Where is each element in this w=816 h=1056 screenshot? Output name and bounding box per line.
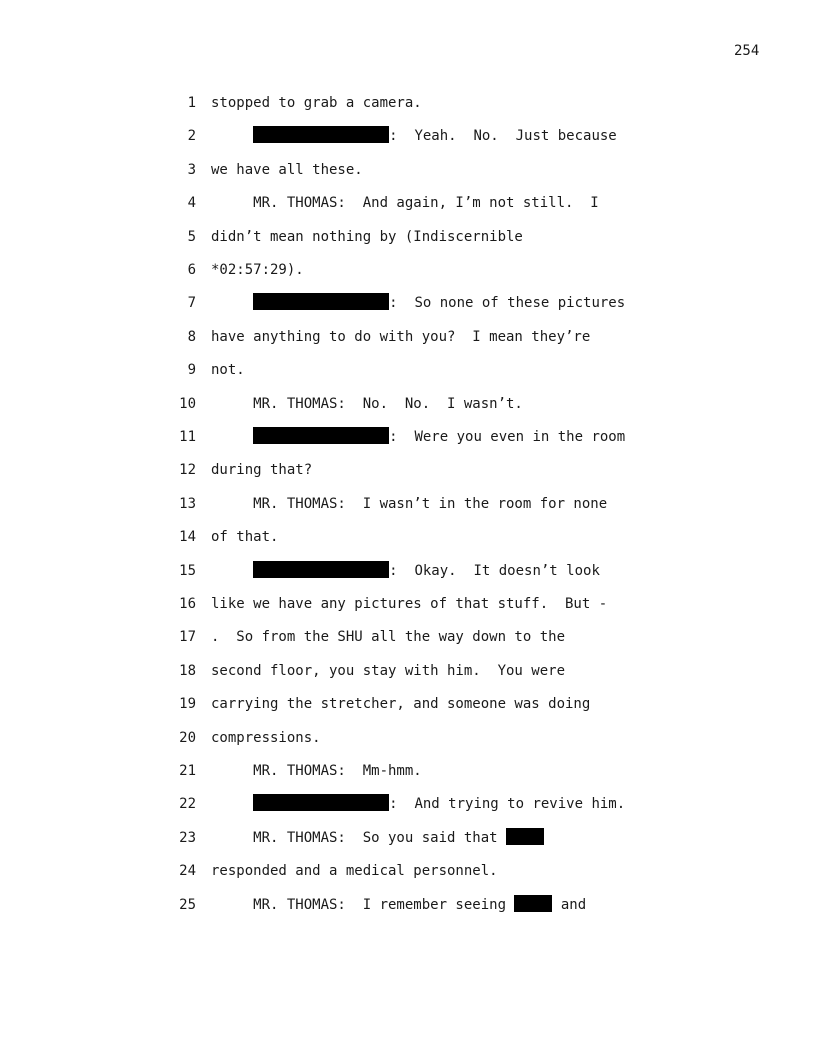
line-text: . So from the SHU all the way down to the (211, 629, 566, 646)
line-text: MR. THOMAS: Mm-hmm. (211, 763, 422, 779)
transcript-line (0, 193, 816, 213)
line-text: compressions. (211, 729, 321, 746)
line-text: like we have any pictures of that stuff. But - (211, 596, 608, 612)
redaction-bar (514, 895, 552, 912)
transcript-line (0, 761, 816, 781)
line-text: : Yeah. No. Just because (211, 126, 617, 146)
page-number: 254 (734, 43, 760, 59)
line-number: 6 (187, 262, 196, 278)
transcript-line (0, 728, 816, 748)
transcript-line (0, 260, 816, 280)
line-text: MR. THOMAS: So you said that (211, 828, 544, 848)
line-number: 8 (187, 328, 196, 345)
line-text: not. (211, 362, 245, 379)
transcript-line (0, 93, 816, 113)
transcript-line (0, 594, 816, 614)
transcript-line (0, 160, 816, 180)
line-text: stopped to grab a camera. (211, 95, 422, 111)
line-number: 16 (179, 596, 196, 612)
line-number: 22 (179, 796, 196, 813)
redaction-bar (253, 427, 389, 444)
line-number: 5 (187, 228, 196, 245)
transcript-line (0, 227, 816, 247)
redaction-bar (253, 561, 389, 578)
line-number: 24 (179, 863, 196, 880)
line-text: carrying the stretcher, and someone was doing (211, 696, 591, 713)
transcript-line (0, 828, 816, 848)
transcript-line (0, 527, 816, 547)
line-text: : Okay. It doesn’t look (211, 561, 600, 581)
line-text: of that. (211, 529, 279, 546)
line-number: 9 (187, 362, 196, 379)
line-text: second floor, you stay with him. You were (211, 662, 566, 679)
line-text: : And trying to revive him. (211, 794, 625, 814)
line-text: responded and a medical personnel. (211, 863, 498, 880)
transcript-line (0, 661, 816, 681)
transcript-line (0, 126, 816, 146)
transcript-line (0, 394, 816, 414)
transcript-line (0, 694, 816, 714)
transcript-line (0, 794, 816, 814)
transcript-line (0, 427, 816, 447)
transcript-line (0, 895, 816, 915)
line-number: 20 (179, 729, 196, 746)
line-number: 15 (179, 562, 196, 579)
transcript-line (0, 494, 816, 514)
transcript-line (0, 360, 816, 380)
transcript-line (0, 293, 816, 313)
line-text: didn’t mean nothing by (Indiscernible (211, 228, 523, 245)
line-number: 11 (179, 429, 196, 445)
line-number: 18 (179, 662, 196, 679)
line-number: 3 (187, 161, 196, 178)
line-text: during that? (211, 462, 313, 479)
line-number: 4 (187, 195, 196, 212)
line-text: *02:57:29). (211, 262, 304, 278)
line-number: 10 (179, 395, 196, 412)
line-number: 21 (179, 763, 196, 779)
line-number: 19 (179, 696, 196, 713)
redaction-bar (253, 293, 389, 310)
line-text: : Were you even in the room (211, 427, 625, 447)
line-number: 14 (179, 529, 196, 546)
transcript-line (0, 561, 816, 581)
line-text: MR. THOMAS: I remember seeing and (211, 896, 587, 913)
line-text: we have all these. (211, 161, 363, 178)
line-number: 23 (179, 829, 196, 846)
line-text: MR. THOMAS: I wasn’t in the room for none (211, 495, 608, 512)
redaction-bar (253, 794, 389, 811)
line-number: 17 (179, 629, 196, 646)
transcript-line (0, 861, 816, 881)
line-text: : So none of these pictures (211, 293, 625, 313)
transcript-line (0, 460, 816, 480)
line-number: 13 (179, 495, 196, 512)
line-text: MR. THOMAS: No. No. I wasn’t. (211, 395, 523, 412)
line-number: 2 (187, 128, 196, 145)
line-text: have anything to do with you? I mean they’re (211, 328, 591, 345)
redaction-bar (253, 126, 389, 143)
transcript-line (0, 627, 816, 647)
line-number: 25 (179, 896, 196, 913)
line-text: MR. THOMAS: And again, I’m not still. I (211, 195, 599, 212)
line-number: 1 (187, 95, 196, 111)
redaction-bar (506, 828, 544, 845)
transcript-line (0, 327, 816, 347)
line-number: 7 (187, 295, 196, 312)
line-number: 12 (179, 462, 196, 479)
